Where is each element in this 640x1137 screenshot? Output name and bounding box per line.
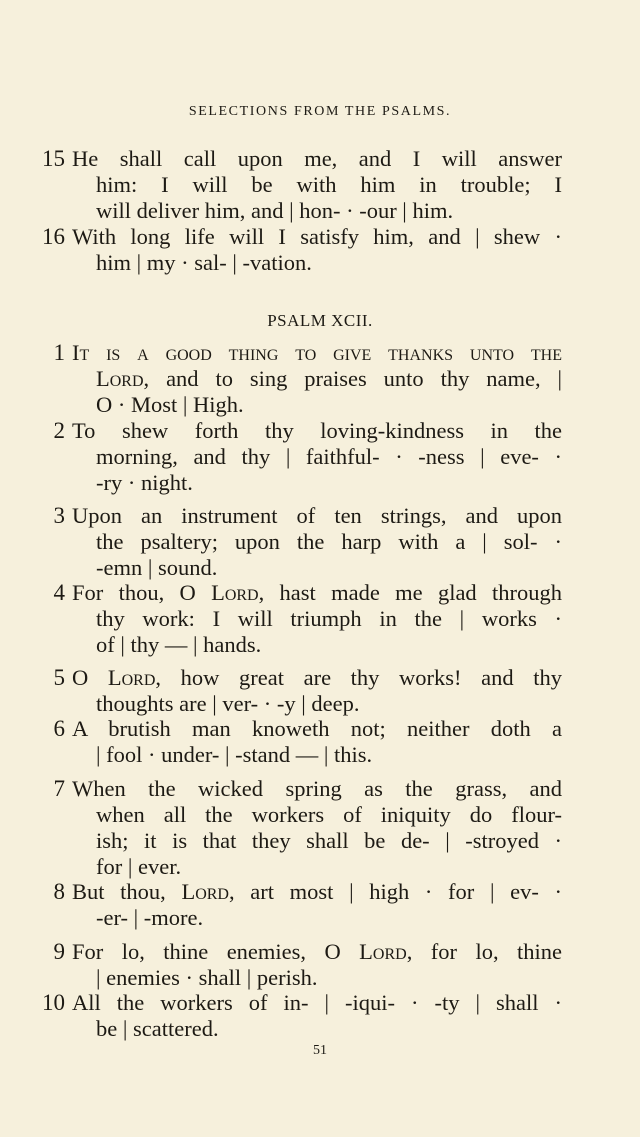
verse-text: O: [72, 665, 108, 690]
verse-line: | fool · under- | -stand — | this.: [96, 742, 373, 767]
verse-line: With long life will I satisfy him, and | shew ·: [72, 224, 562, 249]
verse-line: him | my · sal- | -vation.: [96, 250, 312, 275]
verse-line: thoughts are | ver- · -y | deep.: [96, 691, 360, 716]
verse-line: [72, 340, 562, 366]
divine-name: Lord: [211, 580, 259, 605]
verse-line: O · Most | High.: [96, 392, 244, 417]
verse-text: It is a good thing to give thanks unto the: [72, 340, 562, 365]
verse-line: -ry · night.: [96, 470, 193, 495]
verse-number: 7: [53, 776, 65, 801]
divine-name: Lord: [96, 366, 144, 391]
divine-name: Lord: [107, 665, 156, 690]
verse-line: will deliver him, and | hon- · -our | him.: [96, 198, 454, 223]
verse-number: 10: [42, 990, 65, 1015]
verse-line: A brutish man knoweth not; neither doth a: [72, 716, 562, 741]
verse-line: When the wicked spring as the grass, and: [72, 776, 562, 801]
verse: [0, 776, 640, 880]
verse-line: [72, 580, 562, 606]
verse-line: thy work: I will triumph in the | works ·: [96, 606, 562, 631]
verse-number: 9: [53, 939, 65, 964]
verse: [0, 716, 640, 768]
verse-line: [96, 366, 562, 392]
verse-line: [72, 665, 562, 691]
verse-text: For lo, thine enemies, O: [72, 939, 360, 964]
verse-text: , how great are thy works! and thy: [155, 665, 562, 690]
verse: [0, 503, 640, 581]
verse-line: [72, 939, 562, 965]
psalm-title: PSALM XCII.: [267, 311, 373, 330]
verse-number: 8: [53, 879, 65, 904]
verse-line: All the workers of in- | -iqui- · -ty | shall ·: [72, 990, 562, 1015]
verse-number: 1: [53, 340, 65, 365]
verse: [0, 665, 640, 717]
verse-line: of | thy — | hands.: [96, 632, 262, 657]
verse-number: 6: [53, 716, 65, 741]
divine-name: Lord: [359, 939, 407, 964]
verse-line: for | ever.: [96, 854, 182, 879]
verse-line: [72, 879, 562, 905]
verse-line: be | scattered.: [96, 1016, 219, 1041]
verse-line: Upon an instrument of ten strings, and upon: [72, 503, 562, 528]
divine-name: Lord: [181, 879, 229, 904]
verse: [0, 418, 640, 496]
verse: [0, 939, 640, 991]
verse-number: 2: [53, 418, 65, 443]
verse-text: But thou,: [72, 879, 182, 904]
verse-text: For thou, O: [72, 580, 212, 605]
verse-text: , hast made me glad through: [258, 580, 562, 605]
verse-text: , and to sing praises unto thy name, |: [143, 366, 562, 391]
verse-line: morning, and thy | faithful- · -ness | eve- ·: [96, 444, 562, 469]
verse-number: 3: [53, 503, 65, 528]
verse: [0, 224, 640, 276]
verse: [0, 990, 640, 1042]
verse-number: 16: [42, 224, 65, 249]
page-number: 51: [313, 1043, 327, 1058]
verse-line: the psaltery; upon the harp with a | sol- ·: [96, 529, 562, 554]
verse-line: when all the workers of iniquity do flour-: [96, 802, 562, 827]
verse: [0, 879, 640, 931]
verse-line: him: I will be with him in trouble; I: [96, 172, 562, 197]
verse: [0, 146, 640, 224]
verse-line: -er- | -more.: [96, 905, 204, 930]
verse-text: , art most | high · for | ev- ·: [228, 879, 562, 904]
verse-number: 5: [53, 665, 65, 690]
verse: [0, 580, 640, 658]
verse-number: 4: [53, 580, 65, 605]
verse-number: 15: [42, 146, 65, 171]
verse-line: To shew forth thy loving-kindness in the: [72, 418, 562, 443]
verse-line: | enemies · shall | perish.: [96, 965, 318, 990]
verse-line: -emn | sound.: [96, 555, 218, 580]
running-header: SELECTIONS FROM THE PSALMS.: [188, 104, 452, 119]
verse: [0, 340, 640, 418]
verse-line: ish; it is that they shall be de- | -stroyed ·: [96, 828, 562, 853]
verse-line: He shall call upon me, and I will answer: [72, 146, 562, 171]
verse-text: , for lo, thine: [406, 939, 562, 964]
